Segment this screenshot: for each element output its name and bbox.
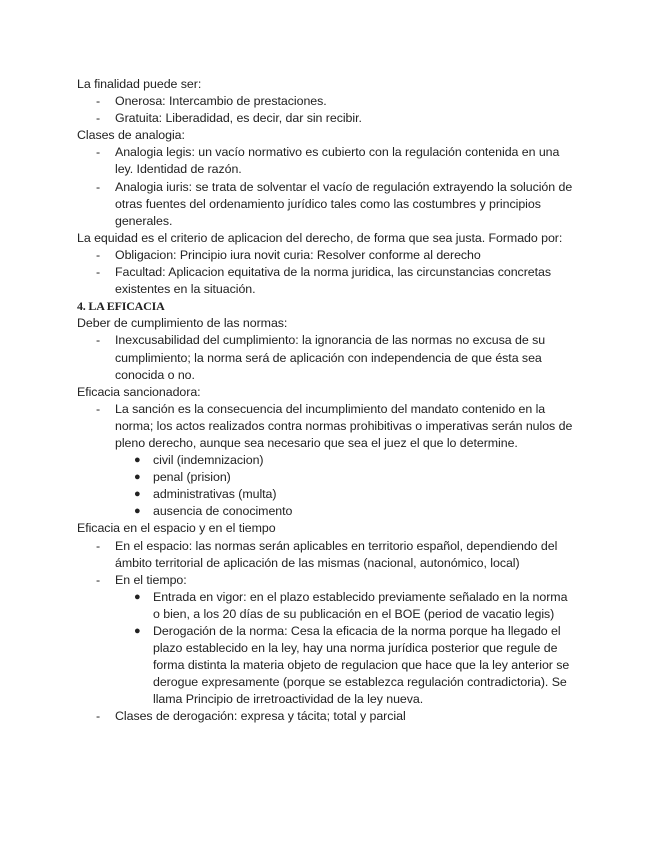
tiempo-text: En el tiempo: [115,572,187,587]
list-item [134,452,577,469]
finalidad-onerosa: Onerosa: Intercambio de prestaciones. [115,94,327,109]
dash-bullet: - [96,572,101,587]
sancion-civil: civil (indemnizacion) [153,453,264,468]
equidad-facultad: Facultad: Aplicacion equitativa de la norma juridica, las circunstancias concretas existentes en la situación. [115,265,551,297]
list-item [96,538,577,572]
dot-bullet: ● [134,625,141,637]
dot-bullet: ● [134,471,141,484]
sancion-administrativas: administrativas (multa) [153,487,277,502]
list-item [96,332,577,383]
espacio-text: En el espacio: las normas serán aplicables en territorio español, dependiendo del ámbito territorial de aplicación de las mismas (nacional, autonómico, local) [115,538,558,570]
dash-bullet: - [96,179,101,194]
deber-intro: Deber de cumplimiento de las normas: [77,316,288,331]
sancion-list [77,401,577,521]
analogia-list [77,144,577,229]
analogia-legis: Analogia legis: un vacío normativo es cubierto con la regulación contenida en una ley. Identidad de razón. [115,145,560,177]
sancion-ausencia: ausencia de conocimento [153,504,293,519]
entrada-en-vigor: Entrada en vigor: en el plazo establecido previamente señalado en la norma o bien, a los 20 días de su publicación en el BOE (period de vacatio legis) [153,589,568,621]
derogacion-norma: Derogación de la norma: Cesa la eficacia de la norma porque ha llegado el plazo establecido en la ley, hay una norma jurídica posterior que regule de forma distinta la materia objeto de regulacion que hace que la ley anterior se derogue expresamente (porque se establezca regulación contradictoria). Se llama Principio de irretroactividad de la ley nueva. [153,624,570,707]
dash-bullet: - [96,401,101,416]
dot-bullet: ● [134,590,141,603]
tiempo-list [115,589,577,709]
analogia-intro: Clases de analogia: [77,128,185,143]
finalidad-intro: La finalidad puede ser: [77,77,202,91]
analogia-iuris: Analogia iuris: se trata de solventar el vacío de regulación extrayendo la solución de otras fuentes del ordenamiento jurídico tales como las costumbres y principios generales. [115,179,573,228]
list-item [96,401,577,521]
espacio-tiempo-intro: Eficacia en el espacio y en el tiempo [77,521,276,536]
sancion-text: La sanción es la consecuencia del incumplimiento del mandato contenido en la norma; los actos realizados contra normas prohibitivas o imperativas serán nulos de pleno derecho, aunque sea necesario que sea el juez el que lo determine. [115,401,573,450]
sancion-types-list [115,452,577,520]
section-heading: 4. LA EFICACIA [77,299,165,314]
deber-inexcusabilidad: Inexcusabilidad del cumplimiento: la ignorancia de las normas no excusa de su cumplimiento; la norma será de aplicación con independencia de que ésta sea conocida o no. [115,333,546,382]
list-item [134,503,577,520]
deber-list [77,332,577,383]
list-item [96,264,577,298]
dash-bullet: - [96,709,101,724]
equidad-list [77,247,577,298]
list-item [134,486,577,503]
dash-bullet: - [96,333,101,348]
list-item [96,93,577,110]
list-item [134,623,577,708]
equidad-obligacion: Obligacion: Principio iura novit curia: Resolver conforme al derecho [115,247,481,262]
list-item [96,708,577,725]
espacio-tiempo-list [77,538,577,726]
clases-derogacion: Clases de derogación: expresa y tácita; total y parcial [115,709,406,724]
list-item [96,572,577,709]
list-item [96,144,577,178]
sancion-penal: penal (prision) [153,470,231,485]
dash-bullet: - [96,265,101,280]
dash-bullet: - [96,145,101,160]
finalidad-list [77,93,577,127]
equidad-paragraph: La equidad es el criterio de aplicacion del derecho, de forma que sea justa. Formado por: [77,230,563,245]
document-body [77,76,577,726]
list-item [96,179,577,230]
list-item [96,110,577,127]
sancion-intro: Eficacia sancionadora: [77,384,201,399]
list-item [134,469,577,486]
dot-bullet: ● [134,488,141,501]
dash-bullet: - [96,94,101,109]
finalidad-gratuita: Gratuita: Liberadidad, es decir, dar sin recibir. [115,111,362,126]
dash-bullet: - [96,111,101,126]
list-item [96,247,577,264]
dash-bullet: - [96,538,101,553]
dot-bullet: ● [134,505,141,518]
list-item [134,589,577,623]
dash-bullet: - [96,247,101,262]
dot-bullet: ● [134,454,141,467]
